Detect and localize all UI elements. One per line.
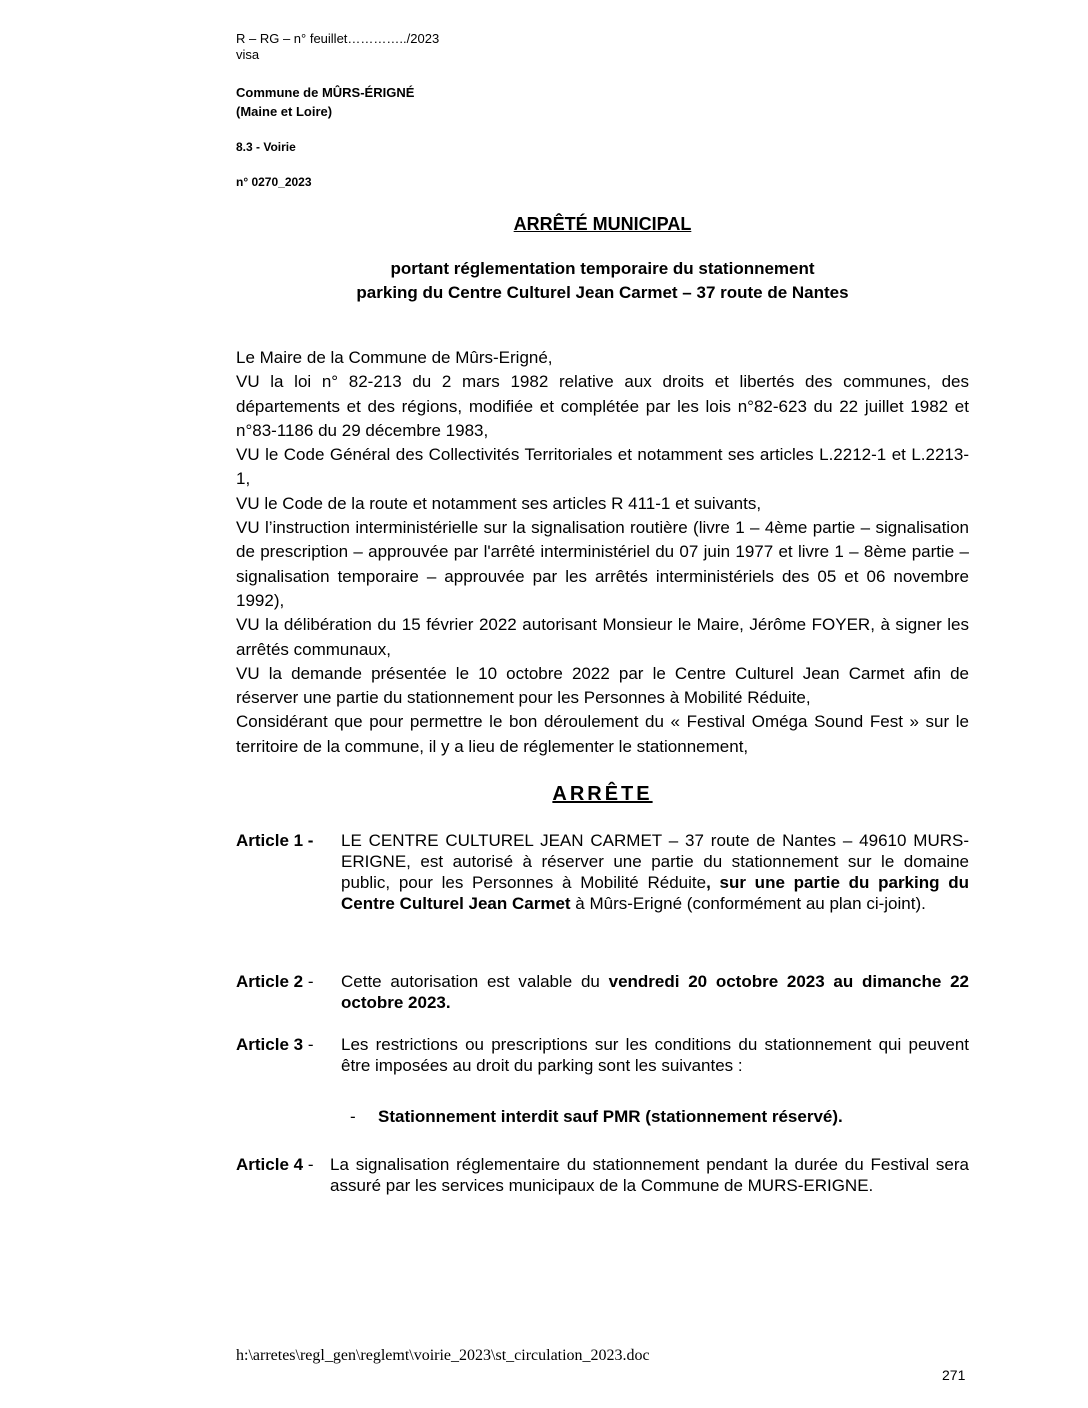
- article-2: Article 2 - Cette autorisation est valable du vendredi 20 octobre 2023 au dimanche 22 octobre 2023.: [236, 972, 969, 1012]
- feuillet-line: R – RG – n° feuillet…………../2023: [236, 31, 440, 46]
- subtitle-line-1: portant réglementation temporaire du stationnement: [390, 259, 815, 278]
- footer-file-path: h:\arretes\regl_gen\reglemt\voirie_2023\st_circulation_2023.doc: [236, 1347, 650, 1364]
- preamble-paragraph: VU la délibération du 15 février 2022 autorisant Monsieur le Maire, Jérôme FOYER, à signer les arrêtés communaux,: [236, 615, 969, 659]
- article-4: Article 4 - La signalisation réglementaire du stationnement pendant la durée du Festival sera assuré par les services municipaux de la Commune de MURS-ERIGNE.: [236, 1155, 969, 1195]
- category-label: 8.3 - Voirie: [236, 140, 296, 154]
- article-text: Les restrictions ou prescriptions sur les conditions du stationnement qui peuvent être imposées au droit du parking sont les suivantes :: [341, 1035, 969, 1075]
- department-name: (Maine et Loire): [236, 104, 333, 119]
- article-3: Article 3 - Les restrictions ou prescriptions sur les conditions du stationnement qui peuvent être imposées au droit du parking sont les suivantes :: [236, 1035, 969, 1075]
- arrete-heading: ARRÊTE: [552, 783, 653, 805]
- article-text: La signalisation réglementaire du stationnement pendant la durée du Festival sera assuré par les services municipaux de la Commune de MURS-ERIGNE.: [330, 1155, 969, 1195]
- visa-line: visa: [236, 47, 260, 62]
- bullet-dash: -: [350, 1107, 356, 1126]
- reference-header: [236, 31, 439, 63]
- commune-name: Commune de MÛRS-ÉRIGNÉ: [236, 85, 415, 100]
- preamble-paragraph: VU le Code de la route et notamment ses articles R 411-1 et suivants,: [236, 493, 762, 513]
- subtitle-line-2: parking du Centre Culturel Jean Carmet – 37 route de Nantes: [356, 283, 849, 302]
- preamble-paragraph: VU l’instruction interministérielle sur la signalisation routière (livre 1 – 4ème partie – signalisation de prescription – approuvée par l'arrêté interministériel du 07 juin 1977 et livre 1 – 8ème partie – signalisation temporaire – approuvée par les arrêtés interministériels des 05 et 06 novembre 1992),: [236, 518, 969, 610]
- preamble-paragraph: VU le Code Général des Collectivités Territoriales et notamment ses articles L.2212-1 et L.2213-1,: [236, 445, 969, 489]
- preamble-paragraph: Le Maire de la Commune de Mûrs-Erigné,: [236, 348, 553, 367]
- preamble: [236, 346, 969, 759]
- article-label: Article 1 -: [236, 831, 314, 850]
- decree-number: n° 0270_2023: [236, 175, 312, 189]
- preamble-paragraph: VU la demande présentée le 10 octobre 2022 par le Centre Culturel Jean Carmet afin de réserver une partie du stationnement pour les Personnes à Mobilité Réduite,: [236, 663, 969, 708]
- commune-block: [236, 83, 414, 121]
- bullet-text: Stationnement interdit sauf PMR (stationnement réservé).: [378, 1107, 843, 1126]
- restriction-bullet: [350, 1107, 843, 1127]
- article-label: Article 4: [236, 1155, 304, 1174]
- article-text: LE CENTRE CULTUREL JEAN CARMET – 37 route de Nantes – 49610 MURS-ERIGNE, est autorisé à réserver une partie du stationnement sur le domaine public, pour les Personnes à Mobilité Réduite, sur une partie du parking du Centre Culturel Jean Carmet à Mûrs-Erigné (conformément au plan ci-joint).: [341, 831, 969, 913]
- document-title: ARRÊTÉ MUNICIPAL: [513, 214, 692, 234]
- article-label: Article 2: [236, 972, 304, 991]
- article-text: Cette autorisation est valable du vendredi 20 octobre 2023 au dimanche 22 octobre 2023.: [341, 972, 969, 1012]
- preamble-paragraph: Considérant que pour permettre le bon déroulement du « Festival Oméga Sound Fest » sur le territoire de la commune, il y a lieu de réglementer le stationnement,: [236, 712, 969, 756]
- article-label: Article 3: [236, 1035, 304, 1054]
- article-1: [236, 830, 969, 940]
- page-number: 271: [942, 1367, 966, 1383]
- preamble-paragraph: VU la loi n° 82-213 du 2 mars 1982 relative aux droits et libertés des communes, des départements et des régions, modifiée et complétée par les lois n°82-623 du 22 juillet 1982 et n°83-1186 du 29 décembre 1983,: [236, 372, 969, 440]
- document-subtitle: [236, 257, 969, 305]
